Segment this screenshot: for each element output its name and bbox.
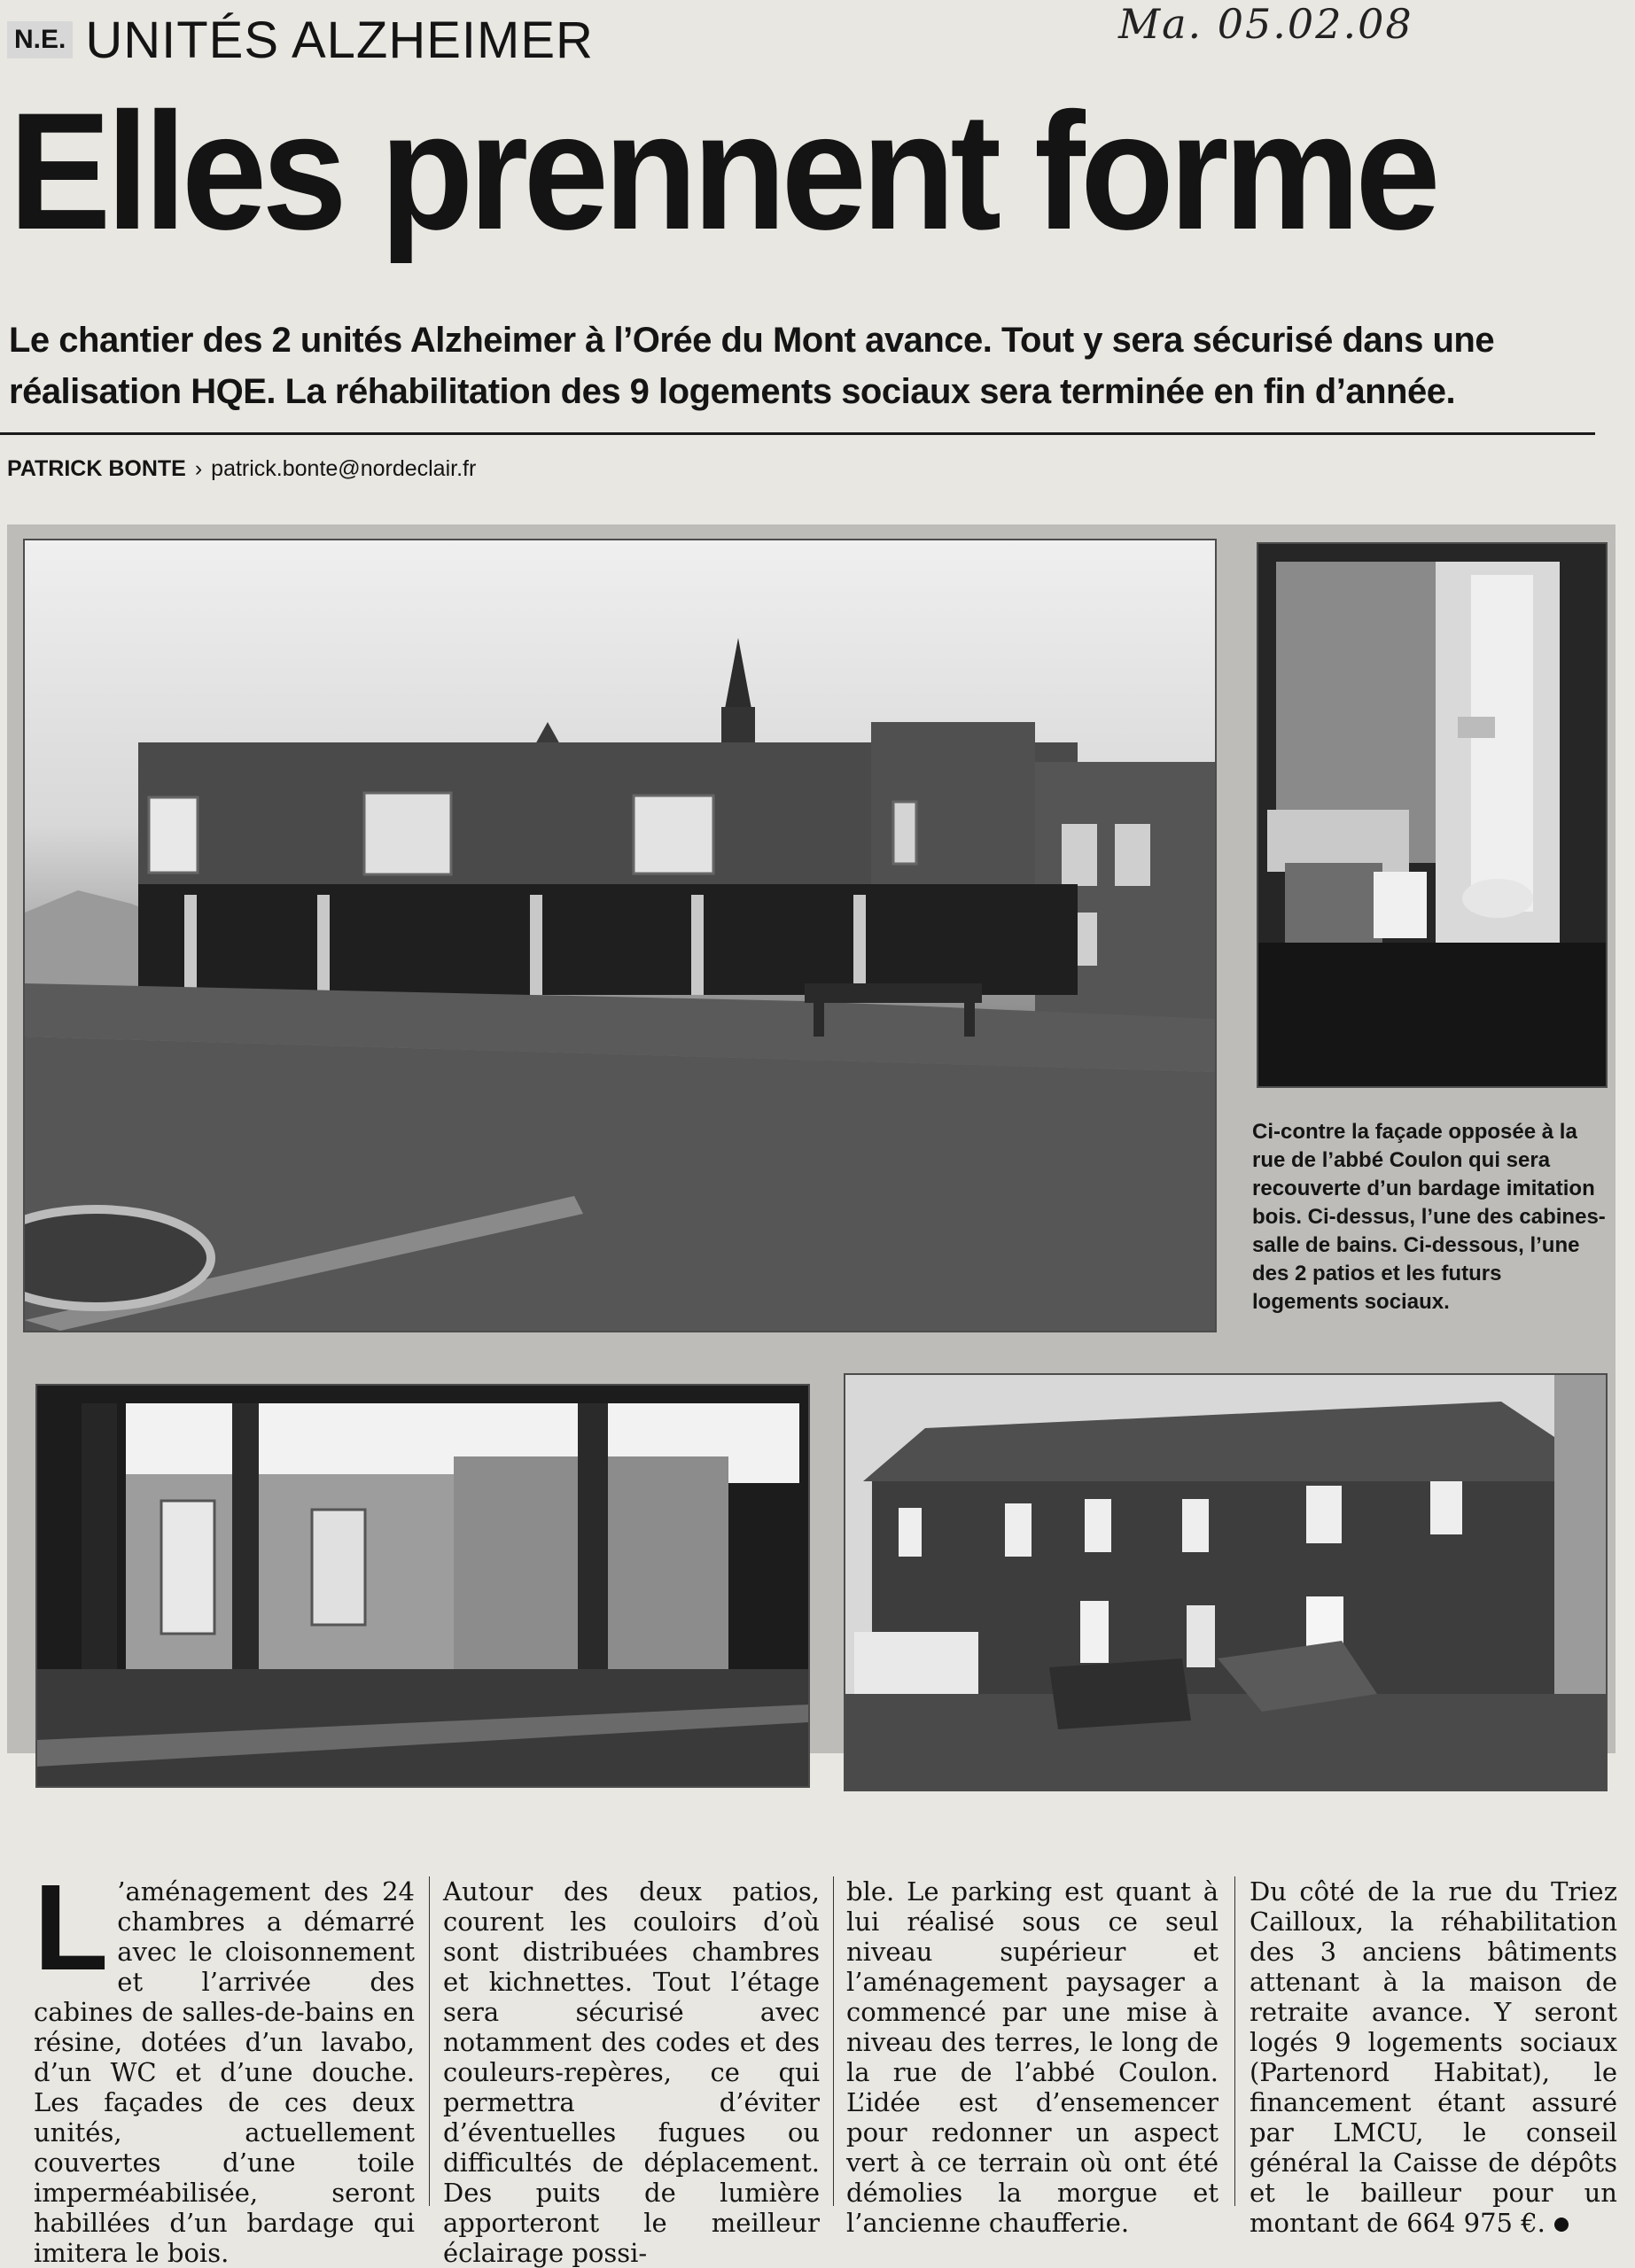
column-2-text: Autour des deux patios, courent les couloirs d’où sont distribuées chambres et kichnettes. Tout l’étage sera sécurisé avec notamment des codes et des couleurs-repères, ce qui permettra d’éviter d’éventuelles fugues ou difficultés de déplacement. Des puits de lumière apporteront le meilleur éclairage possi- [443,1876,820,2268]
column-divider [1234,1876,1235,2206]
article-column-1 [34,1860,415,2268]
photo-caption: Ci-contre la façade opposée à la rue de l’abbé Coulon qui sera recouverte d’un bardage imitation bois. Ci-dessus, l’une des cabines-salle de bains. Ci-dessous, l’une des 2 patios et les futurs logements sociaux. [1252,1120,1606,1314]
facade-illustration [25,540,1215,1331]
housing-illustration [845,1375,1606,1790]
column-3-text: ble. Le parking est quant à lui réalisé sous ce seul niveau supérieur et l’aménagement paysager a commencé par une mise à niveau des terres, le long de la rue de l’abbé Coulon. L’idée est d’ensemencer pour redonner un aspect vert à ce terrain où ont été démolies la morgue et l’ancienne chaufferie. [846,1876,1218,2238]
section-header [7,12,594,67]
column-divider [833,1876,834,2206]
byline [7,456,476,482]
author-email: patrick.bonte@nordeclair.fr [211,456,477,481]
column-4-text: Du côté de la rue du Triez Cailloux, la réhabilitation des 3 anciens bâtiments attenant à la maison de retraite avance. Y seront logés 9 logements sociaux (Partenord Habitat), le financement étant assuré par LMCU, le conseil général la Caisse de dépôts et le bailleur pour un montant de 664 975 €. [1250,1876,1617,2238]
byline-separator: › [194,456,203,481]
patio-illustration [37,1386,808,1786]
lead-paragraph: Le chantier des 2 unités Alzheimer à l’Orée du Mont avance. Tout y sera sécurisé dans une réalisation HQE. La réhabilitation des 9 logements sociaux sera terminée en fin d’année. [9,321,1495,411]
author-name: PATRICK BONTE [7,456,186,481]
article-column-2 [443,1876,820,2268]
header-rule [0,432,1595,435]
article-column-3 [846,1876,1218,2238]
column-divider [429,1876,430,2206]
paper-tag: N.E. [7,21,73,58]
photo-social-housing [844,1373,1608,1791]
photo-patio [35,1384,810,1788]
column-1-text: ’aménagement des 24 chambres a démarré avec le cloisonnement et l’arrivée des cabines de salles-de-bains en résine, dotées d’un lavabo, d’un WC et d’une douche. Les façades de ces deux unités, actuellement couvertes d’une toile imperméabilisée, seront habillées d’un bardage qui imitera le bois. [34,1876,415,2268]
article-column-4 [1250,1876,1617,2238]
bathroom-illustration [1258,544,1606,1086]
drop-cap: L [34,1860,109,1996]
end-of-article-mark [1554,2218,1569,2232]
photo-construction-facade [23,539,1217,1332]
handwritten-date: Ma. 05.02.08 [1118,0,1413,48]
headline: Elles prennent forme [9,78,1436,264]
photo-bathroom-cabin [1257,542,1608,1088]
rubric-title: UNITÉS ALZHEIMER [85,11,594,69]
